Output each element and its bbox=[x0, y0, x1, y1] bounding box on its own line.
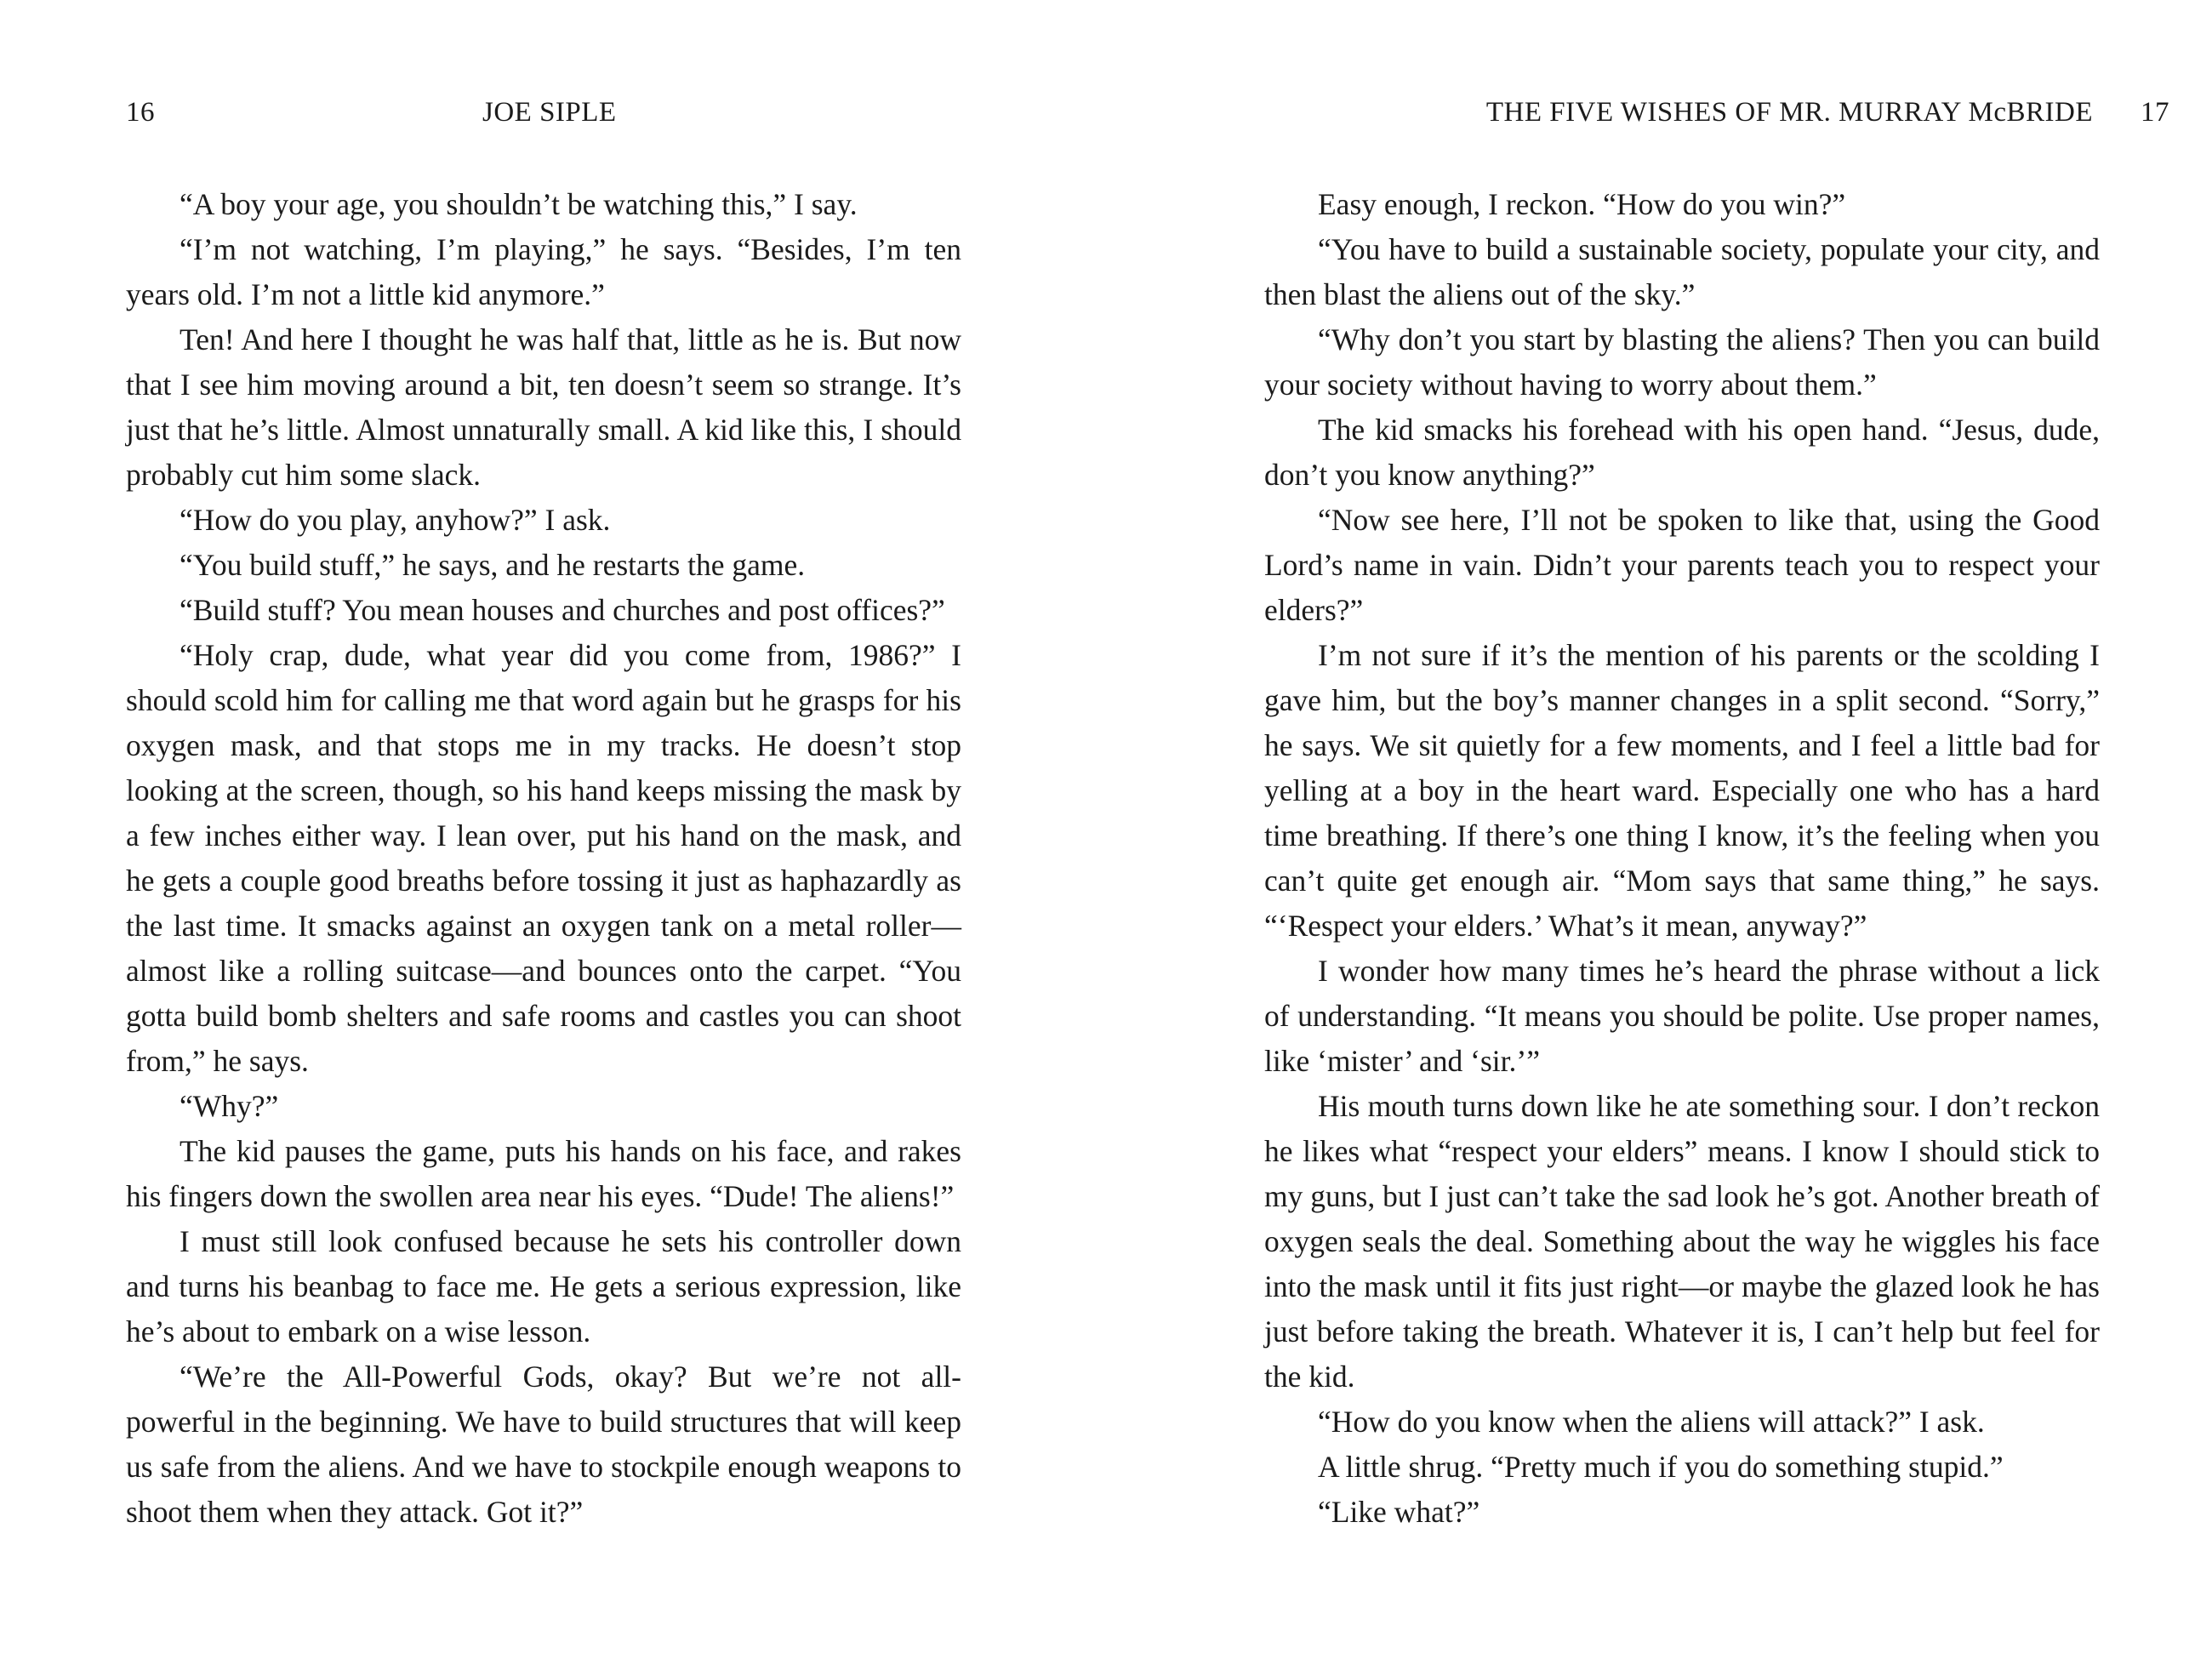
paragraph: “We’re the All-Powerful Gods, okay? But we’re not all-powerful in the beginning. We have to build structures that will keep us safe from the aliens. And we have to stockpile enough weapons to shoot them when they attack. Got it?” bbox=[126, 1360, 961, 1529]
paragraph: “I’m not watching, I’m playing,” he says. “Besides, I’m ten years old. I’m not a little kid anymore.” bbox=[126, 232, 961, 311]
paragraph: “How do you play, anyhow?” I ask. bbox=[180, 503, 611, 537]
left-running-head: JOE SIPLE bbox=[482, 97, 617, 128]
paragraph: “You build stuff,” he says, and he restarts the game. bbox=[180, 548, 806, 582]
right-page bbox=[1106, 0, 2212, 1659]
paragraph: I must still look confused because he sets his controller down and turns his beanbag to face me. He gets a serious expression, like he’s about to embark on a wise lesson. bbox=[126, 1224, 961, 1348]
left-body-text bbox=[126, 182, 961, 1535]
paragraph: The kid pauses the game, puts his hands on his face, and rakes his fingers down the swollen area near his eyes. “Dude! The aliens!” bbox=[126, 1134, 961, 1213]
paragraph: I’m not sure if it’s the mention of his parents or the scolding I gave him, but the boy’s manner changes in a split second. “Sorry,” he says. We sit quietly for a few moments, and I feel a little bad for yelling at a boy in the heart ward. Especially one who has a hard time breathing. If there’s one thing I know, it’s the feeling when you can’t quite get enough air. “Mom says that same thing,” he says. “‘Respect your elders.’ What’s it mean, anyway?” bbox=[1264, 638, 2100, 943]
right-body-text bbox=[1264, 182, 2100, 1535]
paragraph: “You have to build a sustainable society, populate your city, and then blast the aliens out of the sky.” bbox=[1264, 232, 2100, 311]
paragraph: The kid smacks his forehead with his open hand. “Jesus, dude, don’t you know anything?” bbox=[1264, 413, 2100, 492]
paragraph: “Now see here, I’ll not be spoken to like that, using the Good Lord’s name in vain. Didn’t your parents teach you to respect your elders?” bbox=[1264, 503, 2100, 627]
paragraph: His mouth turns down like he ate something sour. I don’t reckon he likes what “respect your elders” means. I know I should stick to my guns, but I just can’t take the sad look he’s got. Another breath of oxygen seals the deal. Something about the way he wiggles his face into the mask until it fits just right—or maybe the glazed look he has just before taking the breath. Whatever it is, I can’t help but feel for the kid. bbox=[1264, 1089, 2100, 1394]
right-running-head: THE FIVE WISHES OF MR. MURRAY McBRIDE bbox=[1485, 97, 2093, 128]
paragraph: I wonder how many times he’s heard the phrase without a lick of understanding. “It means you should be polite. Use proper names, like ‘mister’ and ‘sir.’” bbox=[1264, 954, 2100, 1078]
paragraph: “Build stuff? You mean houses and churches and post offices?” bbox=[180, 593, 945, 627]
paragraph: Easy enough, I reckon. “How do you win?” bbox=[1318, 187, 1846, 221]
right-page-number: 17 bbox=[2141, 97, 2169, 128]
paragraph: “Why?” bbox=[180, 1089, 279, 1123]
paragraph: “How do you know when the aliens will attack?” I ask. bbox=[1318, 1405, 1985, 1439]
paragraph: A little shrug. “Pretty much if you do something stupid.” bbox=[1318, 1450, 2004, 1484]
left-page-number: 16 bbox=[126, 97, 155, 128]
paragraph: Ten! And here I thought he was half that, little as he is. But now that I see him moving around a bit, ten doesn’t seem so strange. It’s just that he’s little. Almost unnaturally small. A kid like this, I should probably cut him some slack. bbox=[126, 322, 961, 492]
paragraph: “Holy crap, dude, what year did you come from, 1986?” I should scold him for calling me that word again but he grasps for his oxygen mask, and that stops me in my tracks. He doesn’t stop looking at the screen, though, so his hand keeps missing the mask by a few inches either way. I lean over, put his hand on the mask, and he gets a couple good breaths before tossing it just as haphazardly as the last time. It smacks against an oxygen tank on a metal roller—almost like a rolling suitcase—and bounces onto the carpet. “You gotta build bomb shelters and safe rooms and castles you can shoot from,” he says. bbox=[126, 638, 961, 1078]
paragraph: “Like what?” bbox=[1318, 1495, 1480, 1529]
paragraph: “Why don’t you start by blasting the aliens? Then you can build your society without having to worry about them.” bbox=[1264, 322, 2100, 402]
paragraph: “A boy your age, you shouldn’t be watching this,” I say. bbox=[180, 187, 858, 221]
